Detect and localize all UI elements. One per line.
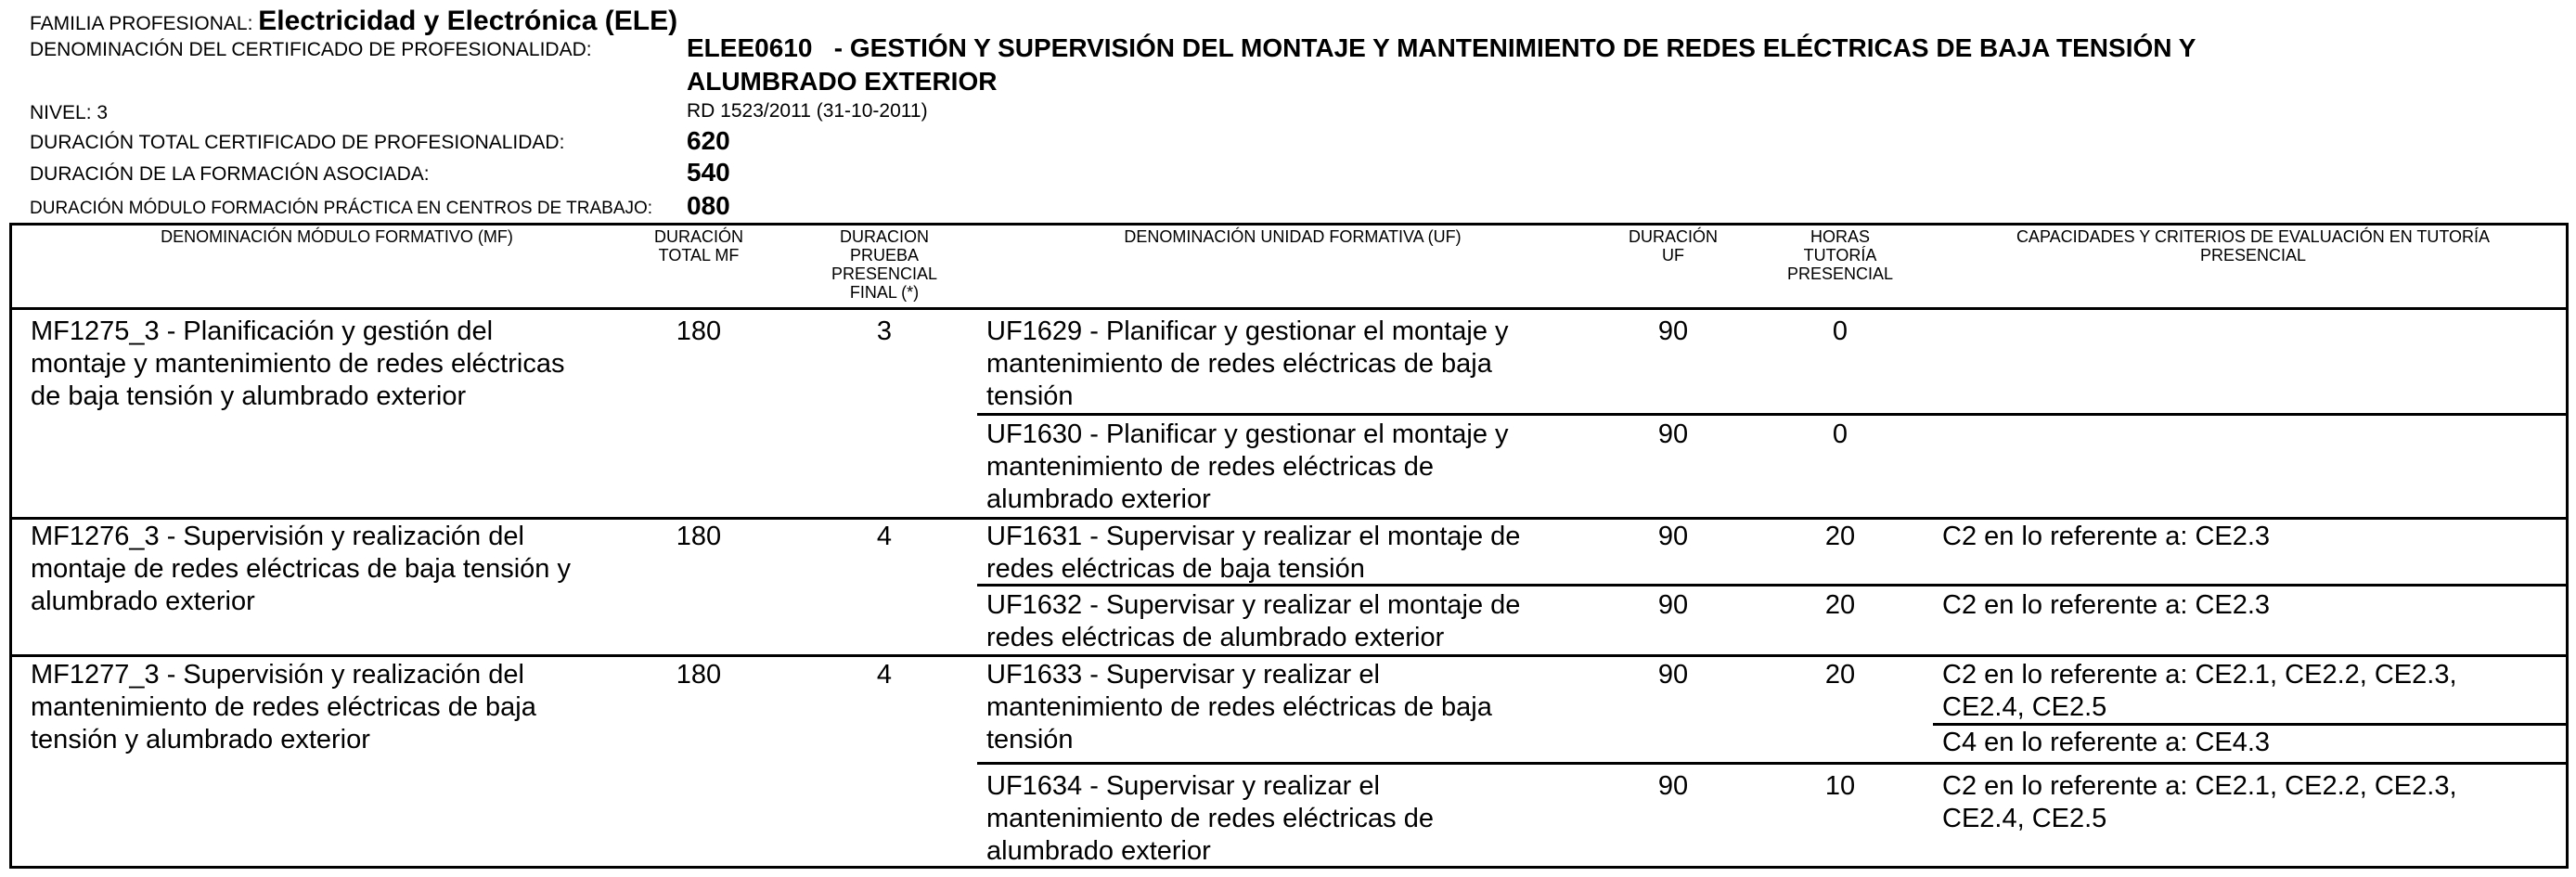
uf-tutoria: 20 [1824,590,1856,620]
mf-prueba: 3 [876,316,893,346]
mf-duracion: 180 [676,522,722,551]
col-header-duracion-uf: DURACIÓN UF [1628,227,1718,264]
uf-name: UF1632 - Supervisar y realizar el montaje de redes eléctricas de alumbrado exterior [986,590,1521,652]
uf-tutoria: 0 [1832,316,1848,346]
mf-name: MF1275_3 - Planificación y gestión del montaje y mantenimiento de redes eléctricas de baja tensión y alumbrado exterior [31,316,565,411]
uf-tutoria: 10 [1824,771,1856,801]
uf-duracion: 90 [1657,590,1689,620]
mf-name: MF1276_3 - Supervisión y realización del montaje de redes eléctricas de baja tensión y alumbrado exterior [31,522,571,616]
uf-divider [977,762,2566,765]
module-divider [12,654,2566,657]
uf-duracion: 90 [1657,771,1689,801]
duracion-formacion-value: 540 [687,158,730,187]
rd-value: RD 1523/2011 (31-10-2011) [687,100,928,122]
denominacion-label: DENOMINACIÓN DEL CERTIFICADO DE PROFESIONALIDAD: [30,39,592,60]
mf-prueba: 4 [876,522,893,551]
col-header-prueba: DURACION PRUEBA PRESENCIAL FINAL (*) [831,227,938,302]
mf-name: MF1277_3 - Supervisión y realización del mantenimiento de redes eléctricas de baja tensión y alumbrado exterior [31,660,536,754]
uf-criterios: C2 en lo referente a: CE2.1, CE2.2, CE2.3, CE2.4, CE2.5 [1942,660,2457,722]
col-header-mf: DENOMINACIÓN MÓDULO FORMATIVO (MF) [161,227,513,246]
uf-name: UF1633 - Supervisar y realizar el mantenimiento de redes eléctricas de baja tensión [986,660,1492,754]
uf-criterios: C4 en lo referente a: CE4.3 [1942,728,2271,757]
duracion-practica-label: DURACIÓN MÓDULO FORMACIÓN PRÁCTICA EN CENTROS DE TRABAJO: [30,199,653,218]
col-header-duracion-mf: DURACIÓN TOTAL MF [653,227,743,264]
criterios-divider [1933,723,2566,726]
mf-duracion: 180 [676,316,722,346]
uf-criterios: C2 en lo referente a: CE2.3 [1942,590,2271,620]
denominacion-line1: ELEE0610 - GESTIÓN Y SUPERVISIÓN DEL MONTAJE Y MANTENIMIENTO DE REDES ELÉCTRICAS DE BAJA TENSIÓN Y [687,33,2196,62]
uf-name: UF1630 - Planificar y gestionar el montaje y mantenimiento de redes eléctricas de alumbrado exterior [986,419,1509,514]
uf-divider [977,584,2566,587]
duracion-formacion-label: DURACIÓN DE LA FORMACIÓN ASOCIADA: [30,163,430,185]
uf-criterios: C2 en lo referente a: CE2.1, CE2.2, CE2.3, CE2.4, CE2.5 [1942,771,2457,833]
mf-duracion: 180 [676,660,722,690]
col-header-tutoria: HORAS TUTORÍA PRESENCIAL [1786,227,1894,283]
nivel-label: NIVEL: 3 [30,102,109,123]
uf-duracion: 90 [1657,660,1689,690]
duracion-practica-value: 080 [687,191,730,220]
uf-tutoria: 20 [1824,522,1856,551]
familia-label: FAMILIA PROFESIONAL: Electricidad y Electrónica (ELE) [30,6,678,36]
modules-table [9,223,2569,869]
denominacion-line2: ALUMBRADO EXTERIOR [687,67,998,96]
uf-name: UF1629 - Planificar y gestionar el montaje y mantenimiento de redes eléctricas de baja tensión [986,316,1509,411]
uf-duracion: 90 [1657,419,1689,449]
header-divider [12,307,2566,310]
uf-divider [977,413,2566,416]
familia-value: Electricidad y Electrónica (ELE) [258,6,678,36]
mf-prueba: 4 [876,660,893,690]
uf-tutoria: 20 [1824,660,1856,690]
certificate-code: ELEE0610 [687,33,813,62]
col-header-uf: DENOMINACIÓN UNIDAD FORMATIVA (UF) [1124,227,1462,246]
uf-criterios: C2 en lo referente a: CE2.3 [1942,522,2271,551]
uf-name: UF1631 - Supervisar y realizar el montaje de redes eléctricas de baja tensión [986,522,1521,584]
col-header-capacidades: CAPACIDADES Y CRITERIOS DE EVALUACIÓN EN TUTORÍA PRESENCIAL [2016,227,2491,264]
uf-name: UF1634 - Supervisar y realizar el mantenimiento de redes eléctricas de alumbrado exterior [986,771,1434,866]
module-divider [12,517,2566,520]
uf-tutoria: 0 [1832,419,1848,449]
duracion-total-label: DURACIÓN TOTAL CERTIFICADO DE PROFESIONALIDAD: [30,132,565,153]
duracion-total-value: 620 [687,126,730,155]
uf-duracion: 90 [1657,522,1689,551]
uf-duracion: 90 [1657,316,1689,346]
